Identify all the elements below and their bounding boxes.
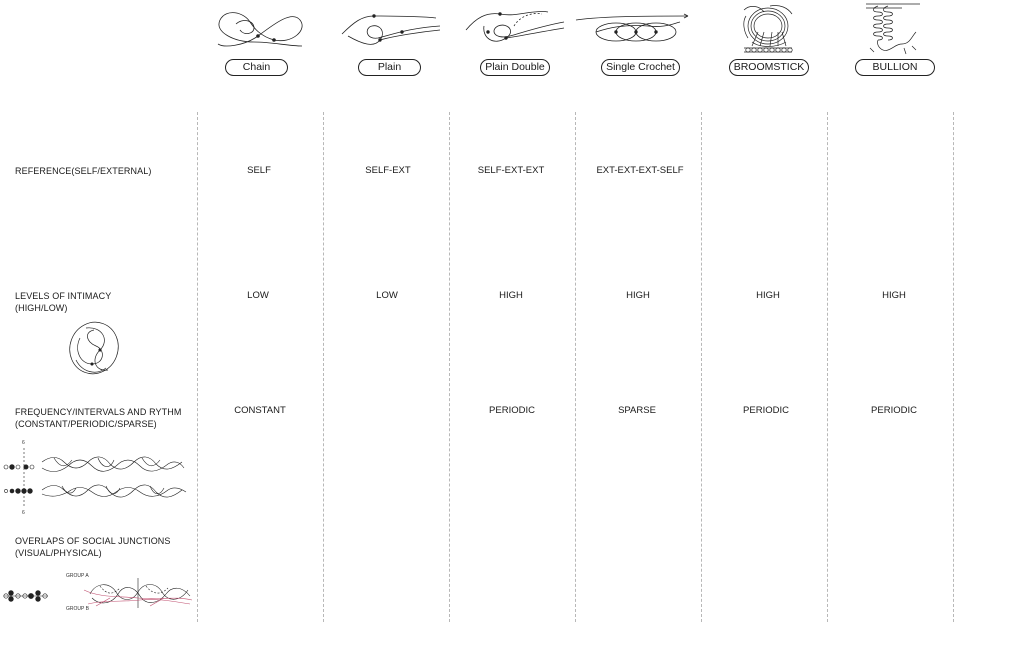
cell-plain-reference: SELF-EXT bbox=[365, 165, 411, 176]
column-divider bbox=[827, 112, 828, 622]
group-a-label: GROUP A bbox=[66, 573, 89, 579]
intimacy-diagram bbox=[66, 320, 122, 378]
stitch-label-bullion: BULLION bbox=[855, 59, 935, 76]
cell-plain-double-reference: SELF-EXT-EXT bbox=[477, 165, 545, 176]
cell-single-crochet-intimacy: HIGH bbox=[626, 290, 650, 301]
cell-broomstick-frequency: PERIODIC bbox=[743, 405, 789, 416]
column-divider bbox=[323, 112, 324, 622]
stitch-label-single-crochet: Single Crochet bbox=[601, 59, 680, 76]
cell-bullion-intimacy: HIGH bbox=[882, 290, 906, 301]
plain-stitch-diagram bbox=[340, 8, 444, 52]
stitch-label-chain: Chain bbox=[225, 59, 288, 76]
column-divider bbox=[197, 112, 198, 622]
frequency-diagram bbox=[2, 446, 188, 510]
single-crochet-stitch-diagram bbox=[574, 10, 690, 46]
row-label-intimacy-line2: (HIGH/LOW) bbox=[15, 303, 68, 313]
row-label-overlaps bbox=[15, 535, 171, 559]
cell-bullion-frequency: PERIODIC bbox=[871, 405, 917, 416]
broomstick-stitch-diagram bbox=[740, 2, 798, 56]
plain-double-stitch-diagram bbox=[464, 6, 568, 50]
row-label-reference bbox=[15, 165, 151, 177]
cell-single-crochet-frequency: SPARSE bbox=[618, 405, 656, 416]
stitch-label-plain: Plain bbox=[358, 59, 421, 76]
row-label-overlaps-line1: OVERLAPS OF SOCIAL JUNCTIONS bbox=[15, 536, 171, 546]
row-label-frequency-line1: FREQUENCY/INTERVALS AND RYTHM bbox=[15, 407, 182, 417]
row-label-intimacy bbox=[15, 290, 111, 314]
frequency-marker-bottom: 6 bbox=[22, 510, 25, 516]
column-divider bbox=[575, 112, 576, 622]
cell-chain-intimacy: LOW bbox=[247, 290, 269, 301]
stitch-label-plain-double: Plain Double bbox=[480, 59, 550, 76]
column-divider bbox=[449, 112, 450, 622]
cell-single-crochet-reference: EXT-EXT-EXT-SELF bbox=[596, 165, 684, 176]
group-b-label: GROUP B bbox=[66, 606, 89, 612]
cell-broomstick-intimacy: HIGH bbox=[756, 290, 780, 301]
row-label-overlaps-line2: (VISUAL/PHYSICAL) bbox=[15, 548, 102, 558]
row-label-frequency bbox=[15, 406, 181, 430]
chain-stitch-diagram bbox=[214, 6, 306, 52]
bullion-stitch-diagram bbox=[862, 0, 924, 56]
overlaps-diagram bbox=[0, 576, 194, 610]
cell-plain-double-frequency: PERIODIC bbox=[489, 405, 535, 416]
column-divider bbox=[953, 112, 954, 622]
cell-plain-intimacy: LOW bbox=[376, 290, 398, 301]
row-label-intimacy-line1: LEVELS OF INTIMACY bbox=[15, 291, 112, 301]
row-label-reference-line1: REFERENCE(SELF/EXTERNAL) bbox=[15, 166, 152, 176]
frequency-marker-top: 6 bbox=[22, 440, 25, 446]
cell-chain-reference: SELF bbox=[247, 165, 271, 176]
row-label-frequency-line2: (CONSTANT/PERIODIC/SPARSE) bbox=[15, 419, 157, 429]
stitch-label-broomstick: BROOMSTICK bbox=[729, 59, 809, 76]
cell-plain-double-intimacy: HIGH bbox=[499, 290, 523, 301]
column-divider bbox=[701, 112, 702, 622]
cell-chain-frequency: CONSTANT bbox=[234, 405, 286, 416]
